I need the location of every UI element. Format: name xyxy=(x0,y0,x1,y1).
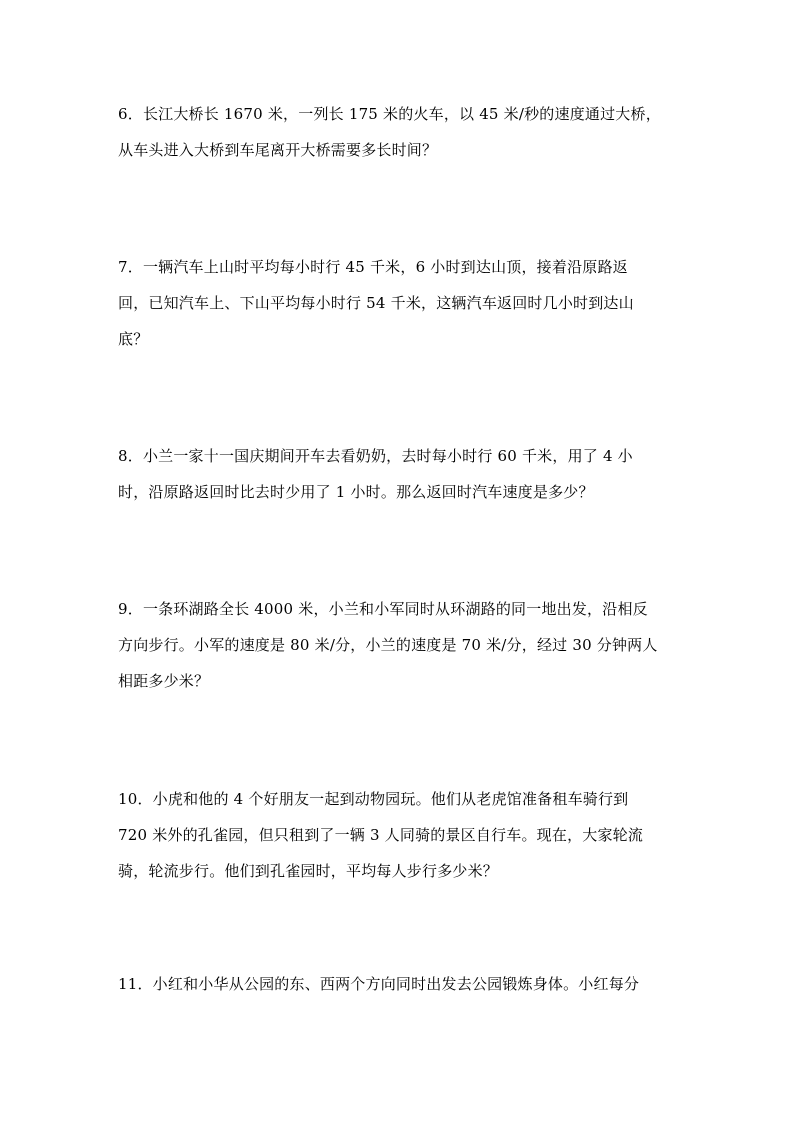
problem-line: 骑，轮流步行。他们到孔雀园时，平均每人步行多少米？ xyxy=(118,862,499,880)
problem-line: 9．一条环湖路全长 4000 米，小兰和小军同时从环湖路的同一地出发，沿相反 xyxy=(118,600,648,618)
problem-line: 6．长江大桥长 1670 米，一列长 175 米的火车，以 45 米/秒的速度通过大桥， xyxy=(118,105,661,123)
problem-line: 从车头进入大桥到车尾离开大桥需要多长时间？ xyxy=(118,141,438,159)
problem-7 xyxy=(118,249,678,357)
problem-line: 720 米外的孔雀园，但只租到了一辆 3 人同骑的景区自行车。现在，大家轮流 xyxy=(118,826,644,844)
problem-line: 回，已知汽车上、下山平均每小时行 54 千米，这辆汽车返回时几小时到达山 xyxy=(118,294,634,312)
problem-line: 11．小红和小华从公园的东、西两个方向同时出发去公园锻炼身体。小红每分 xyxy=(118,975,640,993)
problem-8 xyxy=(118,438,678,510)
problem-9 xyxy=(118,591,678,699)
problem-line: 底？ xyxy=(118,330,149,348)
problem-line: 时，沿原路返回时比去时少用了 1 小时。那么返回时汽车速度是多少？ xyxy=(118,483,594,501)
problem-line: 7．一辆汽车上山时平均每小时行 45 千米，6 小时到达山顶，接着沿原路返 xyxy=(118,258,628,276)
problem-line: 相距多少米？ xyxy=(118,672,210,690)
problem-line: 方向步行。小军的速度是 80 米/分，小兰的速度是 70 米/分，经过 30 分钟两人 xyxy=(118,636,658,654)
problem-11 xyxy=(118,966,678,1002)
problem-6 xyxy=(118,96,678,168)
problem-10 xyxy=(118,781,678,889)
problem-line: 8．小兰一家十一国庆期间开车去看奶奶，去时每小时行 60 千米，用了 4 小 xyxy=(118,447,633,465)
problem-line: 10．小虎和他的 4 个好朋友一起到动物园玩。他们从老虎馆准备租车骑行到 xyxy=(118,790,629,808)
